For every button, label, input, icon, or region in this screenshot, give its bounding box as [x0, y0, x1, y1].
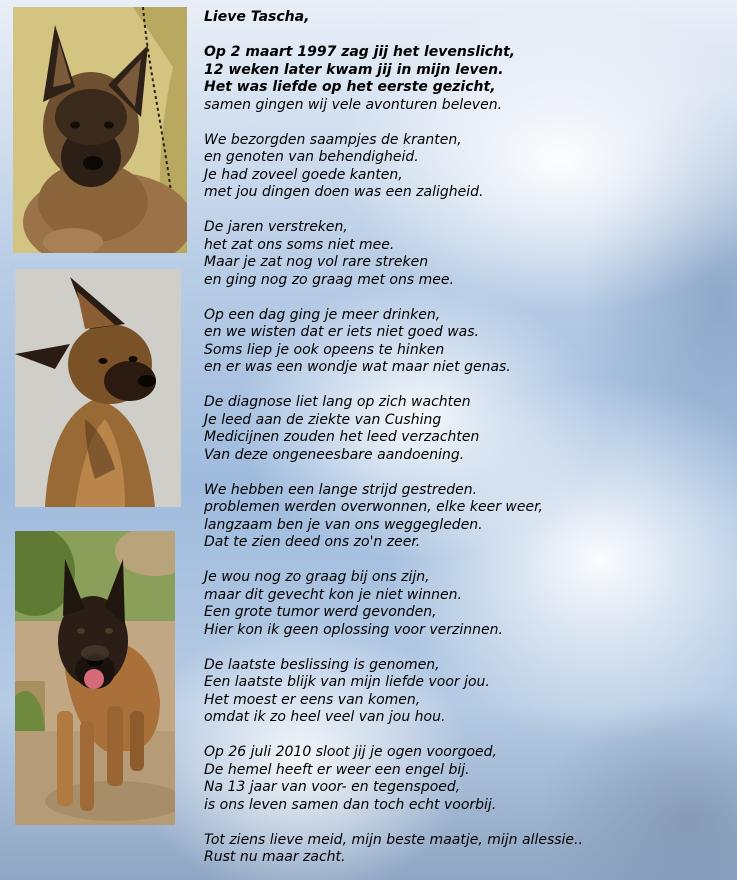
poem-line: 12 weken later kwam jij in mijn leven.: [204, 61, 504, 78]
poem-line: Je leed aan de ziekte van Cushing: [204, 411, 442, 428]
stanza-gap: [204, 202, 724, 220]
poem-line: is ons leven samen dan toch echt voorbij.: [204, 796, 497, 813]
poem-line: met jou dingen doen was een zaligheid.: [204, 184, 484, 200]
poem-greeting: Lieve Tascha,: [204, 9, 310, 25]
poem-line: maar dit gevecht kon je niet winnen.: [204, 586, 462, 603]
poem-line: Hier kon ik geen oplossing voor verzinnen.: [204, 621, 503, 638]
stanza-gap: [204, 814, 724, 832]
poem-line: Het was liefde op het eerste gezicht,: [204, 79, 496, 95]
poem-line: en genoten van behendigheid.: [204, 149, 419, 165]
stanza-gap: [204, 114, 724, 132]
stanza-gap: [204, 27, 724, 45]
poem-line: Het moest er eens van komen,: [204, 691, 421, 708]
young-dog-photo: [15, 269, 181, 507]
poem-stanza: [204, 569, 724, 639]
stanza-gap: [204, 552, 724, 570]
poem-line: en ging nog zo graag met ons mee.: [204, 271, 454, 288]
stanza-gap: [204, 289, 724, 307]
poem-line: Op 2 maart 1997 zag jij het levenslicht,: [204, 44, 516, 60]
poem-line: We bezorgden saampjes de kranten,: [204, 131, 462, 148]
poem-line: Na 13 jaar van voor- en tegenspoed,: [204, 779, 461, 795]
poem-line: Een grote tumor werd gevonden,: [204, 604, 437, 620]
poem-stanza: [204, 394, 724, 464]
poem-line: Dat te zien deed ons zo'n zeer.: [204, 534, 421, 550]
poem-line: De diagnose liet lang op zich wachten: [204, 394, 471, 410]
poem-line: De hemel heeft er weer een engel bij.: [204, 761, 470, 778]
poem-line: Op 26 juli 2010 sloot jij je ogen voorgoed,: [204, 744, 497, 760]
poem-line: en we wisten dat er iets niet goed was.: [204, 324, 479, 340]
poem-line: Op een dag ging je meer drinken,: [204, 306, 441, 323]
stanza-gap: [204, 464, 724, 482]
poem-line: samen gingen wij vele avonturen beleven.: [204, 96, 503, 113]
poem-line: De jaren verstreken,: [204, 219, 348, 235]
poem-stanza: [204, 832, 724, 867]
poem-line: langzaam ben je van ons weggegleden.: [204, 516, 483, 533]
poem-line: het zat ons soms niet mee.: [204, 236, 395, 253]
poem-line: Maar je zat nog vol rare streken: [204, 254, 429, 270]
poem-line: Van deze ongeneesbare aandoening.: [204, 446, 465, 463]
poem-stanza: [204, 657, 724, 727]
poem-stanza: [204, 307, 724, 377]
poem-stanzas: [204, 44, 724, 867]
poem-line: Je wou nog zo graag bij ons zijn,: [204, 569, 430, 585]
poem-stanza: [204, 219, 724, 289]
poem-line: Rust nu maar zacht.: [204, 849, 346, 865]
poem-stanza: [204, 44, 724, 114]
poem-line: Medicijnen zouden het leed verzachten: [204, 429, 480, 445]
poem-stanza: [204, 132, 724, 202]
puppy-photo: [13, 7, 187, 253]
old-dog-photo: [15, 531, 175, 825]
stanza-gap: [204, 377, 724, 395]
poem-stanza: [204, 482, 724, 552]
poem-stanza: [204, 744, 724, 814]
poem-line: Een laatste blijk van mijn liefde voor jou.: [204, 674, 490, 690]
poem-line: omdat ik zo heel veel van jou hou.: [204, 709, 446, 725]
poem-line: problemen werden overwonnen, elke keer weer,: [204, 499, 543, 515]
poem-line: Je had zoveel goede kanten,: [204, 166, 403, 183]
poem-line: We hebben een lange strijd gestreden.: [204, 481, 478, 498]
poem-line: en er was een wondje wat maar niet genas.: [204, 359, 511, 375]
poem-line: Soms liep je ook opeens te hinken: [204, 341, 445, 358]
stanza-gap: [204, 639, 724, 657]
poem: [204, 9, 724, 867]
stanza-gap: [204, 727, 724, 745]
poem-line: Tot ziens lieve meid, mijn beste maatje, mijn allessie..: [204, 831, 583, 848]
poem-line: De laatste beslissing is genomen,: [204, 656, 440, 673]
